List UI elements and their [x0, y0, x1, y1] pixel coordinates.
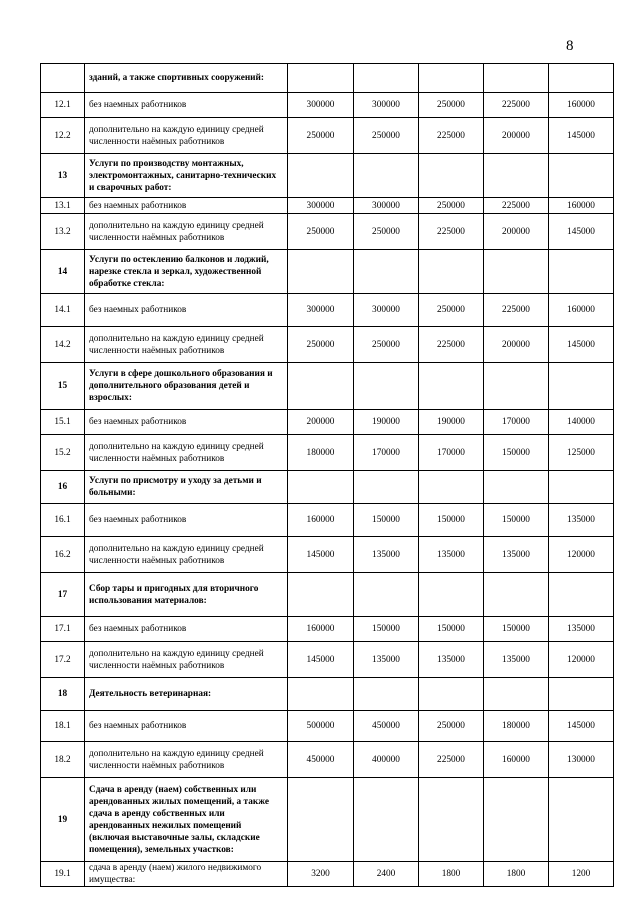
table-body	[41, 64, 614, 887]
value-cell	[288, 250, 354, 294]
value-cell	[288, 363, 354, 410]
row-number: 16	[41, 471, 85, 504]
value-cell: 250000	[288, 327, 354, 363]
value-cell: 150000	[484, 504, 549, 537]
value-cell: 250000	[419, 294, 484, 327]
row-description: без наемных работников	[85, 617, 288, 642]
row-description: Сбор тары и пригодных для вторичного использования материалов:	[85, 573, 288, 617]
table-row	[41, 214, 614, 250]
value-cell	[484, 678, 549, 711]
value-cell: 300000	[354, 294, 419, 327]
table-row	[41, 617, 614, 642]
value-cell: 135000	[419, 537, 484, 573]
value-cell	[549, 363, 614, 410]
value-cell: 225000	[484, 93, 549, 118]
value-cell: 160000	[549, 198, 614, 214]
value-cell: 225000	[484, 294, 549, 327]
table-row	[41, 711, 614, 742]
row-number: 16.2	[41, 537, 85, 573]
row-number: 12.1	[41, 93, 85, 118]
value-cell: 120000	[549, 642, 614, 678]
table-row	[41, 435, 614, 471]
section-row	[41, 778, 614, 862]
value-cell: 135000	[549, 504, 614, 537]
value-cell	[288, 778, 354, 862]
value-cell	[288, 573, 354, 617]
value-cell: 200000	[484, 118, 549, 154]
value-cell: 250000	[288, 118, 354, 154]
row-number: 14.1	[41, 294, 85, 327]
value-cell	[484, 64, 549, 93]
value-cell: 250000	[419, 93, 484, 118]
value-cell	[419, 573, 484, 617]
row-description: дополнительно на каждую единицу средней численности наёмных работников	[85, 642, 288, 678]
value-cell: 2400	[354, 862, 419, 887]
value-cell	[484, 573, 549, 617]
value-cell	[288, 154, 354, 198]
table-row	[41, 862, 614, 887]
value-cell: 1800	[419, 862, 484, 887]
value-cell	[354, 64, 419, 93]
row-number: 18.2	[41, 742, 85, 778]
value-cell	[288, 471, 354, 504]
row-number: 17	[41, 573, 85, 617]
value-cell: 160000	[549, 294, 614, 327]
value-cell	[549, 573, 614, 617]
value-cell: 400000	[354, 742, 419, 778]
row-number: 15.1	[41, 410, 85, 435]
row-number: 15.2	[41, 435, 85, 471]
section-row	[41, 250, 614, 294]
row-description: дополнительно на каждую единицу средней численности наёмных работников	[85, 214, 288, 250]
section-row	[41, 64, 614, 93]
value-cell: 1200	[549, 862, 614, 887]
value-cell: 300000	[288, 93, 354, 118]
value-cell: 300000	[354, 93, 419, 118]
table-row	[41, 327, 614, 363]
value-cell	[549, 471, 614, 504]
table-row	[41, 198, 614, 214]
page-number: 8	[566, 38, 574, 54]
value-cell: 450000	[354, 711, 419, 742]
tariff-table	[40, 63, 614, 887]
table-row	[41, 504, 614, 537]
table-row	[41, 742, 614, 778]
row-description: дополнительно на каждую единицу средней численности наёмных работников	[85, 537, 288, 573]
value-cell: 180000	[288, 435, 354, 471]
value-cell: 160000	[549, 93, 614, 118]
value-cell: 170000	[354, 435, 419, 471]
value-cell: 250000	[288, 214, 354, 250]
value-cell	[419, 154, 484, 198]
table-row	[41, 410, 614, 435]
value-cell: 225000	[419, 118, 484, 154]
value-cell: 250000	[419, 711, 484, 742]
value-cell: 300000	[288, 198, 354, 214]
section-row	[41, 363, 614, 410]
row-number: 17.2	[41, 642, 85, 678]
row-description: без наемных работников	[85, 504, 288, 537]
value-cell: 250000	[354, 327, 419, 363]
value-cell	[419, 471, 484, 504]
row-number: 12.2	[41, 118, 85, 154]
value-cell: 170000	[484, 410, 549, 435]
value-cell	[419, 250, 484, 294]
row-number	[41, 64, 85, 93]
table-row	[41, 537, 614, 573]
row-description: Услуги по производству монтажных, электромонтажных, санитарно-технических и сварочных работ:	[85, 154, 288, 198]
value-cell	[484, 363, 549, 410]
value-cell: 145000	[549, 214, 614, 250]
table-row	[41, 642, 614, 678]
value-cell	[354, 471, 419, 504]
value-cell: 170000	[419, 435, 484, 471]
value-cell: 225000	[419, 742, 484, 778]
row-description: дополнительно на каждую единицу средней численности наёмных работников	[85, 118, 288, 154]
value-cell: 250000	[419, 198, 484, 214]
value-cell: 160000	[288, 617, 354, 642]
value-cell: 250000	[354, 118, 419, 154]
value-cell: 150000	[484, 435, 549, 471]
value-cell: 135000	[484, 537, 549, 573]
value-cell: 145000	[288, 642, 354, 678]
value-cell: 145000	[549, 711, 614, 742]
row-number: 14	[41, 250, 85, 294]
value-cell	[484, 154, 549, 198]
row-number: 15	[41, 363, 85, 410]
row-number: 18.1	[41, 711, 85, 742]
section-row	[41, 154, 614, 198]
value-cell	[484, 778, 549, 862]
row-description: сдача в аренду (наем) жилого недвижимого имущества:	[85, 862, 288, 887]
row-description: без наемных работников	[85, 294, 288, 327]
section-row	[41, 471, 614, 504]
value-cell	[549, 678, 614, 711]
value-cell: 150000	[354, 617, 419, 642]
value-cell	[354, 678, 419, 711]
value-cell	[549, 778, 614, 862]
value-cell: 200000	[484, 214, 549, 250]
value-cell: 500000	[288, 711, 354, 742]
value-cell	[354, 154, 419, 198]
row-number: 13	[41, 154, 85, 198]
value-cell	[419, 678, 484, 711]
value-cell: 150000	[484, 617, 549, 642]
value-cell	[288, 678, 354, 711]
value-cell: 1800	[484, 862, 549, 887]
value-cell	[549, 64, 614, 93]
row-description: Сдача в аренду (наем) собственных или арендованных жилых помещений, а также сдача в аренду собственных или арендованных нежилых помещений (включая выставочные залы, складские помещения), земельных участков:	[85, 778, 288, 862]
row-number: 13.1	[41, 198, 85, 214]
value-cell: 200000	[484, 327, 549, 363]
row-description: Услуги в сфере дошкольного образования и дополнительного образования детей и взрослых:	[85, 363, 288, 410]
table-row	[41, 118, 614, 154]
row-description: дополнительно на каждую единицу средней численности наёмных работников	[85, 435, 288, 471]
value-cell: 120000	[549, 537, 614, 573]
value-cell: 140000	[549, 410, 614, 435]
value-cell: 3200	[288, 862, 354, 887]
value-cell: 200000	[288, 410, 354, 435]
value-cell: 135000	[419, 642, 484, 678]
value-cell: 190000	[419, 410, 484, 435]
value-cell: 450000	[288, 742, 354, 778]
section-row	[41, 678, 614, 711]
row-number: 13.2	[41, 214, 85, 250]
value-cell: 145000	[549, 327, 614, 363]
row-number: 17.1	[41, 617, 85, 642]
value-cell: 300000	[354, 198, 419, 214]
table-row	[41, 93, 614, 118]
value-cell: 135000	[354, 642, 419, 678]
value-cell: 160000	[288, 504, 354, 537]
row-number: 19	[41, 778, 85, 862]
value-cell	[419, 778, 484, 862]
value-cell	[354, 250, 419, 294]
value-cell	[484, 250, 549, 294]
table-row	[41, 294, 614, 327]
row-number: 18	[41, 678, 85, 711]
value-cell: 160000	[484, 742, 549, 778]
row-description: без наемных работников	[85, 711, 288, 742]
value-cell: 135000	[484, 642, 549, 678]
value-cell	[484, 471, 549, 504]
row-description: зданий, а также спортивных сооружений:	[85, 64, 288, 93]
row-number: 14.2	[41, 327, 85, 363]
row-description: дополнительно на каждую единицу средней численности наёмных работников	[85, 742, 288, 778]
value-cell	[419, 64, 484, 93]
row-description: без наемных работников	[85, 93, 288, 118]
value-cell	[288, 64, 354, 93]
value-cell: 225000	[419, 214, 484, 250]
value-cell: 150000	[419, 504, 484, 537]
value-cell	[419, 363, 484, 410]
value-cell: 145000	[549, 118, 614, 154]
value-cell: 135000	[354, 537, 419, 573]
value-cell: 150000	[419, 617, 484, 642]
row-number: 19.1	[41, 862, 85, 887]
value-cell	[354, 573, 419, 617]
value-cell	[549, 154, 614, 198]
row-description: Услуги по присмотру и уходу за детьми и больными:	[85, 471, 288, 504]
row-description: дополнительно на каждую единицу средней численности наёмных работников	[85, 327, 288, 363]
value-cell	[354, 778, 419, 862]
row-description: без наемных работников	[85, 410, 288, 435]
value-cell: 250000	[354, 214, 419, 250]
value-cell: 190000	[354, 410, 419, 435]
value-cell: 130000	[549, 742, 614, 778]
value-cell: 180000	[484, 711, 549, 742]
value-cell	[549, 250, 614, 294]
value-cell	[354, 363, 419, 410]
value-cell: 145000	[288, 537, 354, 573]
value-cell: 225000	[484, 198, 549, 214]
row-description: без наемных работников	[85, 198, 288, 214]
value-cell: 150000	[354, 504, 419, 537]
row-description: Деятельность ветеринарная:	[85, 678, 288, 711]
value-cell: 225000	[419, 327, 484, 363]
row-number: 16.1	[41, 504, 85, 537]
section-row	[41, 573, 614, 617]
value-cell: 135000	[549, 617, 614, 642]
value-cell: 300000	[288, 294, 354, 327]
value-cell: 125000	[549, 435, 614, 471]
row-description: Услуги по остеклению балконов и лоджий, нарезке стекла и зеркал, художественной обработке стекла:	[85, 250, 288, 294]
